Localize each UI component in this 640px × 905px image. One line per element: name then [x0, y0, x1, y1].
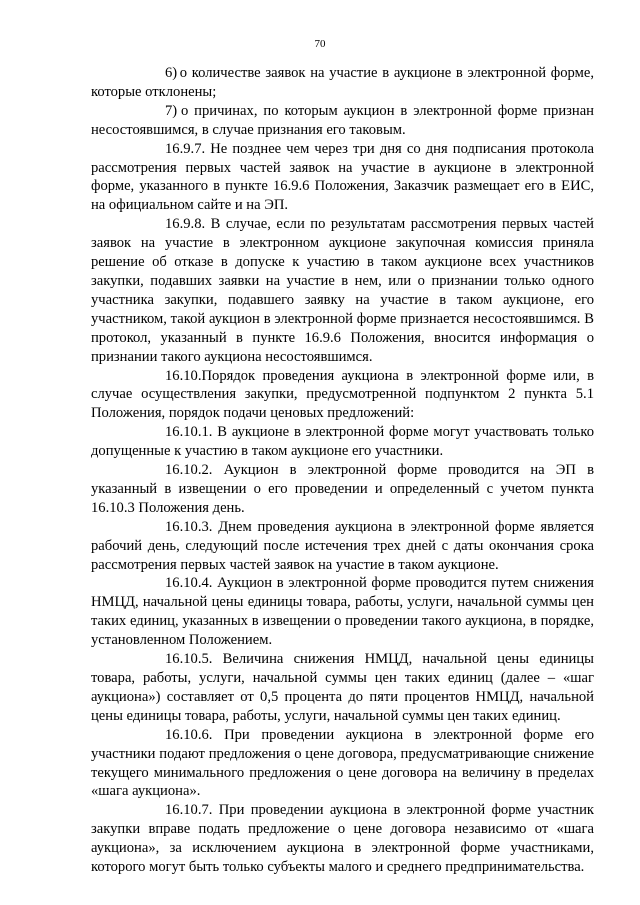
- paragraph-text: Порядок проведения аукциона в электронной форме или, в случае осуществления закупки, предусмотренной подпунктом 2 пункта 5.1 Положения, порядок подачи ценовых предложений:: [91, 367, 594, 422]
- paragraph-16-10-1: [91, 423, 594, 461]
- paragraph-number: 16.10.5.: [165, 651, 213, 668]
- document-body: [91, 64, 594, 877]
- paragraph-text: При проведении аукциона в электронной форме его участники подают предложения о цене договора, предусматривающие снижение текущего минимального предложения о цене договора на величину в пределах «шага аукциона».: [91, 726, 594, 800]
- paragraph-text: В случае, если по результатам рассмотрения первых частей заявок на участие в электронном аукционе закупочная комиссия приняла решение об отказе в допуске к участию в таком аукционе всех участников закупки, подавших заявки на участие в нем, или о признании только одного участника закупки, подавшего заявку на участие в таком аукционе, его участником, такой аукцион в электронной форме признается несостоявшимся. В протокол, указанный в пункте 16.9.6 Положения, вносится информация о признании такого аукциона несостоявшимся.: [91, 216, 594, 365]
- paragraph-text: Аукцион в электронной форме проводится путем снижения НМЦД, начальной цены единицы товара, работы, услуги, начальной суммы цен таких единиц, указанных в извещении о проведении такого аукциона, в порядке, установленном Положением.: [91, 575, 594, 649]
- paragraph-text: Аукцион в электронной форме проводится на ЭП в указанный в извещении о его проведении и определенный с учетом пункта 16.10.3 Положения день.: [91, 462, 594, 516]
- paragraph-number: 16.10.2.: [165, 462, 213, 479]
- paragraph-item-7: [91, 102, 594, 140]
- paragraph-item-6: [91, 64, 594, 102]
- paragraph-number: 16.10.1.: [165, 424, 213, 441]
- page-number: 70: [314, 38, 326, 50]
- paragraph-16-9-7: [91, 140, 594, 216]
- paragraph-number: 16.10.3.: [165, 518, 213, 535]
- paragraph-text: о количестве заявок на участие в аукционе в электронной форме, которые отклонены;: [91, 65, 594, 100]
- paragraph-number: 16.10.7.: [165, 802, 213, 819]
- paragraph-text: В аукционе в электронной форме могут участвовать только допущенные к участию в таком аукционе его участники.: [91, 424, 594, 460]
- paragraph-number: 16.9.8.: [165, 216, 206, 233]
- paragraph-number: 16.10.: [165, 367, 202, 384]
- paragraph-text: Не позднее чем через три дня со дня подписания протокола рассмотрения первых частей заявок на участие в аукционе в электронной форме, указанного в пункте 16.9.6 Положения, Заказчик размещает его в ЕИС, на официальном сайте и на ЭП.: [91, 140, 594, 214]
- paragraph-number: 6): [165, 65, 178, 81]
- paragraph-text: о причинах, по которым аукцион в электронной форме признан несостоявшимся, в случае признания его таковым.: [91, 102, 594, 138]
- paragraph-text: Днем проведения аукциона в электронной форме является рабочий день, следующий после истечения трех дней с даты окончания срока рассмотрения первых частей заявок на участие в таком аукционе.: [91, 518, 594, 573]
- paragraph-16-10-7: [91, 801, 594, 877]
- paragraph-number: 16.9.7.: [165, 140, 206, 157]
- paragraph-16-10-6: [91, 726, 594, 802]
- paragraph-16-10-5: [91, 650, 594, 726]
- paragraph-text: Величина снижения НМЦД, начальной цены единицы товара, работы, услуги, начальной суммы цен таких единиц (далее – «шаг аукциона») составляет от 0,5 процента до пяти процентов НМЦД, начальной цены единицы товара, работы, услуги, начальной суммы цен таких единиц.: [91, 651, 594, 724]
- paragraph-16-9-8: [91, 215, 594, 366]
- paragraph-16-10-4: [91, 574, 594, 650]
- paragraph-16-10: [91, 367, 594, 424]
- paragraph-text: При проведении аукциона в электронной форме участник закупки вправе подать предложение о цене договора независимо от «шага аукциона», за исключением аукциона в электронной форме участниками, которого могут быть только субъекты малого и среднего предпринимательства.: [91, 802, 594, 876]
- paragraph-number: 16.10.6.: [165, 726, 213, 743]
- paragraph-number: 7): [165, 102, 178, 119]
- paragraph-16-10-3: [91, 518, 594, 575]
- paragraph-number: 16.10.4.: [165, 575, 213, 592]
- paragraph-16-10-2: [91, 461, 594, 518]
